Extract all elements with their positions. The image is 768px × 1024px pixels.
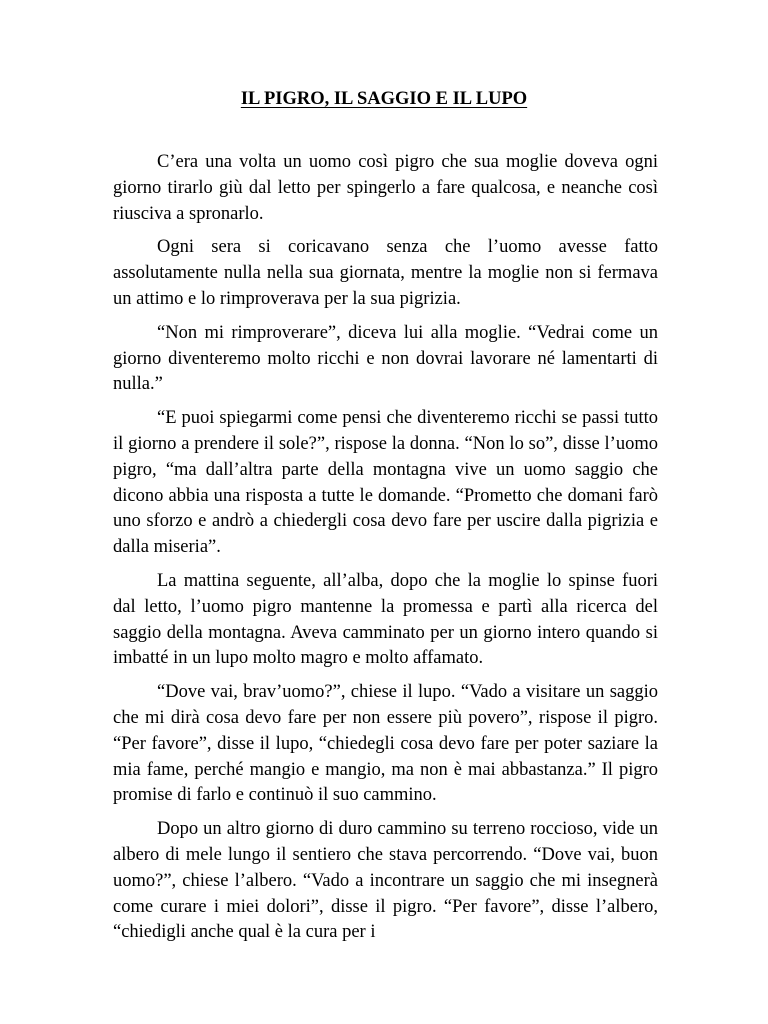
paragraph-7: Dopo un altro giorno di duro cammino su terreno roccioso, vide un albero di mele lungo il sentiero che stava percorrendo. “Dove vai, buon uomo?”, chiese l’albero. “Vado a incontrare un saggio che mi insegnerà come curare i miei dolori”, disse il pigro. “Per favore”, disse l’albero, “chiedigli anche qual è la cura per i [113,819,658,943]
paragraph-6: “Dove vai, brav’uomo?”, chiese il lupo. “Vado a visitare un saggio che mi dirà cosa devo fare per non essere più povero”, rispose il pigro. “Per favore”, disse il lupo, “chiedegli cosa devo fare per poter saziare la mia fame, perché mangio e mangio, ma non è mai abbastanza.” Il pigro promise di farlo e continuò il suo cammino. [113,682,658,806]
document-body [113,150,658,954]
document-title-text: IL PIGRO, IL SAGGIO E IL LUPO [240,89,528,109]
paragraph-3: “Non mi rimproverare”, diceva lui alla moglie. “Vedrai come un giorno diventeremo molto ricchi e non dovrai lavorare né lamentarti di nulla.” [113,322,658,395]
paragraph-5: La mattina seguente, all’alba, dopo che la moglie lo spinse fuori dal letto, l’uomo pigro mantenne la promessa e partì alla ricerca del saggio della montagna. Aveva camminato per un giorno intero quando si imbatté in un lupo molto magro e molto affamato. [113,570,658,669]
paragraph-4: “E puoi spiegarmi come pensi che diventeremo ricchi se passi tutto il giorno a prendere il sole?”, rispose la donna. “Non lo so”, disse l’uomo pigro, “ma dall’altra parte della montagna vive un uomo saggio che dicono abbia una risposta a tutte le domande. “Prometto che domani farò uno sforzo e andrò a chiedergli cosa devo fare per uscire dalla pigrizia e dalla miseria”. [113,408,658,558]
document-title [0,87,768,111]
paragraph-2: Ogni sera si coricavano senza che l’uomo avesse fatto assolutamente nulla nella sua giornata, mentre la moglie non si fermava un attimo e lo rimproverava per la sua pigrizia. [113,237,658,309]
paragraph-1: C’era una volta un uomo così pigro che sua moglie doveva ogni giorno tirarlo giù dal letto per spingerlo a fare qualcosa, e neanche così riusciva a spronarlo. [113,152,658,224]
